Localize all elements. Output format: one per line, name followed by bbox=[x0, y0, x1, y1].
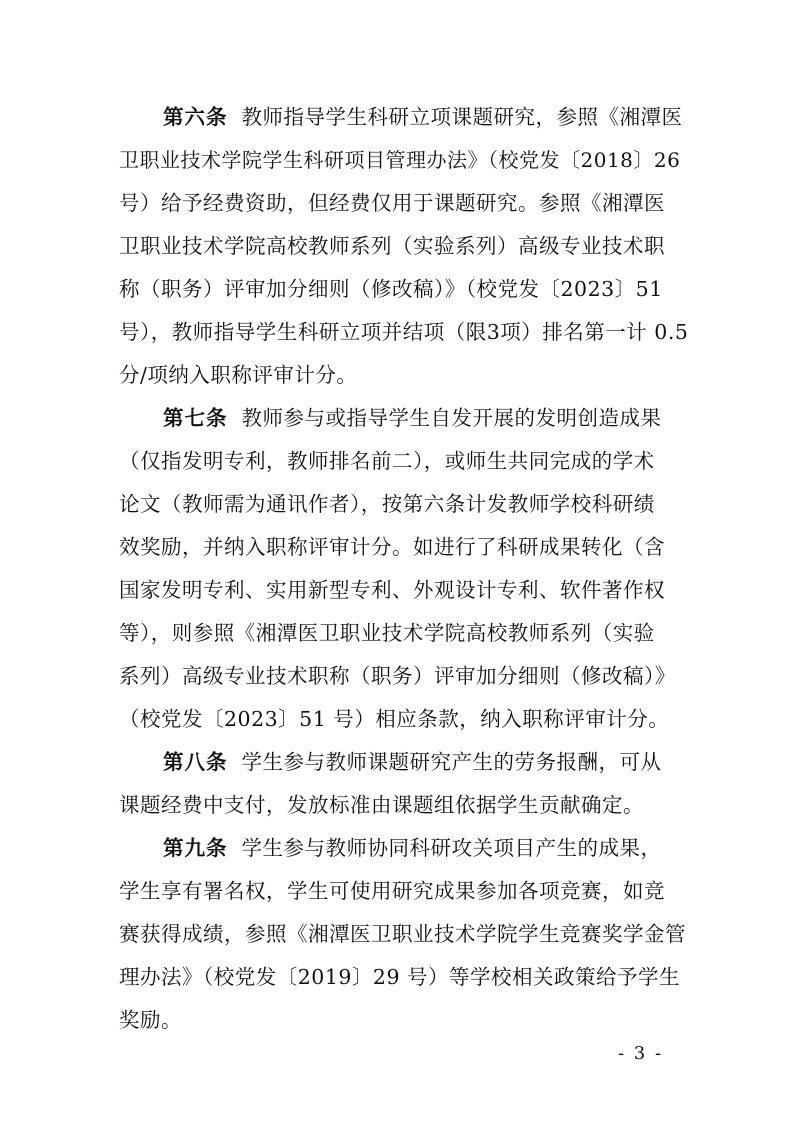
article-7-line-2: （仅指发明专利，教师排名前二），或师生共同完成的学术 bbox=[119, 449, 655, 473]
article-6-line-3: 号）给予经费资助，但经费仅用于课题研究。参照《湘潭医 bbox=[119, 191, 665, 215]
article-7-heading: 第七条 bbox=[163, 406, 228, 430]
article-9-line-5: 奖励。 bbox=[119, 1008, 182, 1032]
article-7-line-5: 国家发明专利、实用新型专利、外观设计专利、软件著作权 bbox=[119, 578, 665, 602]
article-7-line-1 bbox=[163, 404, 662, 432]
article-7-line-4: 效奖励，并纳入职称评审计分。如进行了科研成果转化（含 bbox=[119, 535, 665, 559]
article-6-line-4: 卫职业技术学院高校教师系列（实验系列）高级专业技术职 bbox=[119, 234, 665, 258]
article-9-line-4: 理办法》（校党发〔2019〕29 号）等学校相关政策给予学生 bbox=[119, 965, 681, 989]
page-number: - 3 - bbox=[618, 1043, 664, 1064]
article-9-line-3: 赛获得成绩，参照《湘潭医卫职业技术学院学生竞赛奖学金管 bbox=[119, 922, 686, 946]
article-8-line-1 bbox=[163, 748, 662, 776]
article-9-text: 学生参与教师协同科研攻关项目产生的成果， bbox=[241, 836, 662, 860]
article-6-text: 教师指导学生科研立项课题研究，参照《湘潭医 bbox=[241, 105, 683, 129]
article-6-line-6: 号），教师指导学生科研立项并结项（限3项）排名第一计 0.5 bbox=[119, 320, 689, 344]
article-7-line-6: 等），则参照《湘潭医卫职业技术学院高校教师系列（实验 bbox=[119, 621, 655, 645]
article-8-line-2: 课题经费中支付，发放标准由课题组依据学生贡献确定。 bbox=[119, 793, 644, 817]
article-9-heading: 第九条 bbox=[163, 836, 228, 860]
article-6-line-5: 称（职务）评审加分细则（修改稿）》（校党发〔2023〕51 bbox=[119, 277, 663, 301]
article-6-line-1 bbox=[163, 103, 683, 131]
article-6-line-2: 卫职业技术学院学生科研项目管理办法》（校党发〔2018〕26 bbox=[119, 148, 681, 172]
article-9-line-1 bbox=[163, 834, 662, 862]
article-9-line-2: 学生享有署名权，学生可使用研究成果参加各项竞赛，如竞 bbox=[119, 879, 665, 903]
article-6-line-7: 分/项纳入职称评审计分。 bbox=[119, 363, 358, 387]
article-6-heading: 第六条 bbox=[163, 105, 228, 129]
article-8-heading: 第八条 bbox=[163, 750, 228, 774]
article-7-text: 教师参与或指导学生自发开展的发明创造成果 bbox=[241, 406, 662, 430]
article-7-line-7: 系列）高级专业技术职称（职务）评审加分细则（修改稿）》 bbox=[119, 664, 676, 688]
article-7-line-3: 论文（教师需为通讯作者），按第六条计发教师学校科研绩 bbox=[119, 492, 655, 516]
article-8-text: 学生参与教师课题研究产生的劳务报酬，可从 bbox=[241, 750, 662, 774]
article-7-line-8: （校党发〔2023〕51 号）相应条款，纳入职称评审计分。 bbox=[119, 707, 670, 731]
